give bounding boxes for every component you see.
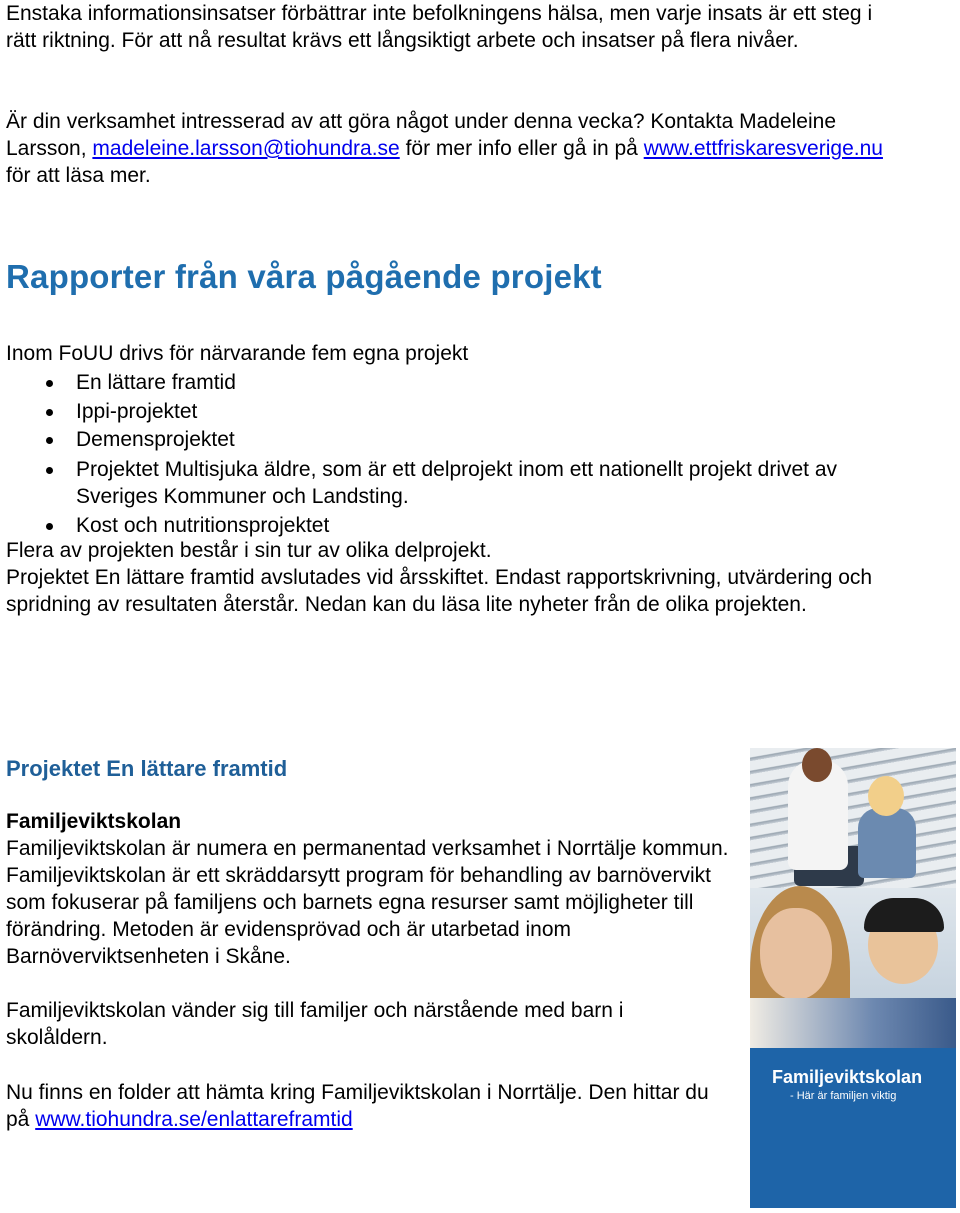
bullet-icon: [46, 437, 53, 444]
project-text-3: [6, 1079, 726, 1133]
list-item-label: Ippi-projektet: [76, 399, 198, 423]
folder-subtitle: - Här är familjen viktig: [790, 1090, 897, 1102]
email-link[interactable]: madeleine.larsson@tiohundra.se: [92, 137, 400, 160]
projects-note: [6, 537, 926, 564]
list-item: [6, 512, 876, 541]
project-link[interactable]: www.tiohundra.se/enlattareframtid: [35, 1108, 353, 1131]
project-paragraph-3: [6, 1079, 726, 1133]
projects-status: [6, 564, 886, 618]
project-text-2: Familjeviktskolan vänder sig till familjer och närstående med barn i skolåldern.: [6, 999, 624, 1049]
list-item: [6, 369, 876, 398]
contact-text-middle: för mer info eller gå in på: [399, 137, 644, 160]
project-text-3-before: Nu finns en folder att hämta kring Familjeviktskolan i Norrtälje. Den hittar du på: [6, 1081, 709, 1131]
section-title: Rapporter från våra pågående projekt: [6, 258, 602, 295]
bullet-icon: [46, 523, 53, 530]
list-item-label: Projektet Multisjuka äldre, som är ett delprojekt inom ett nationellt projekt drivet av Sveriges Kommuner och Landsting.: [76, 457, 838, 508]
projects-list: [6, 369, 926, 540]
projects-list-block: [6, 369, 926, 540]
intro-text: Enstaka informationsinsatser förbättrar inte befolkningens hälsa, men varje insats är ett steg i rätt riktning. För att nå resultat krävs ett långsiktigt arbete och insatser på flera nivåer.: [6, 2, 873, 52]
list-item: [6, 398, 876, 427]
boy-portrait-hair: [864, 898, 944, 932]
projects-lead: Inom FoUU drivs för närvarande fem egna projekt: [6, 342, 469, 365]
project-heading: Projektet En lättare framtid: [6, 756, 288, 781]
list-item-label: Kost och nutritionsprojektet: [76, 513, 330, 537]
girl-figure-head: [868, 776, 904, 816]
bullet-icon: [46, 467, 53, 474]
intro-paragraph: [6, 0, 906, 54]
contact-text-after: för att läsa mer.: [6, 164, 151, 187]
bullet-icon: [46, 380, 53, 387]
list-item: [6, 426, 876, 455]
list-item-label: En lättare framtid: [76, 371, 236, 394]
bullet-icon: [46, 409, 53, 416]
project-paragraph-1: [6, 835, 736, 970]
list-item: [6, 456, 876, 510]
girl-portrait-face: [760, 908, 832, 1000]
projects-intro: [6, 340, 926, 367]
contact-paragraph: [6, 108, 886, 189]
website-link[interactable]: www.ettfriskaresverige.nu: [643, 137, 883, 160]
contact-text-before: Är din verksamhet intresserad av att göra något under denna vecka? Kontakta Madeleine Larsson,: [6, 110, 837, 160]
projects-status-text: Projektet En lättare framtid avslutades vid årsskiftet. Endast rapportskrivning, utvärdering och spridning av resultaten återstår. Nedan kan du läsa lite nyheter från de olika projekten.: [6, 566, 873, 616]
man-figure-head: [802, 748, 832, 782]
project-subheading: Familjeviktskolan: [6, 810, 182, 833]
projects-note-text: Flera av projekten består i sin tur av olika delprojekt.: [6, 539, 492, 562]
list-item-label: Demensprojektet: [76, 428, 235, 451]
project-text-1: Familjeviktskolan är numera en permanentad verksamhet i Norrtälje kommun. Familjeviktskolan är ett skräddarsytt program för behandling av barnövervikt som fokuserar på familjens och barnets egna resurser samt möjligheter till förändring. Metoden är evidensprövad och är utarbetad inom Barnöverviktsenheten i Skåne.: [6, 837, 729, 968]
contact-text: [6, 108, 886, 189]
folder-title: Familjeviktskolan: [772, 1067, 923, 1087]
project-paragraph-2: [6, 997, 726, 1051]
folder-cover-image: [750, 748, 956, 1208]
girl-figure: [858, 808, 916, 878]
